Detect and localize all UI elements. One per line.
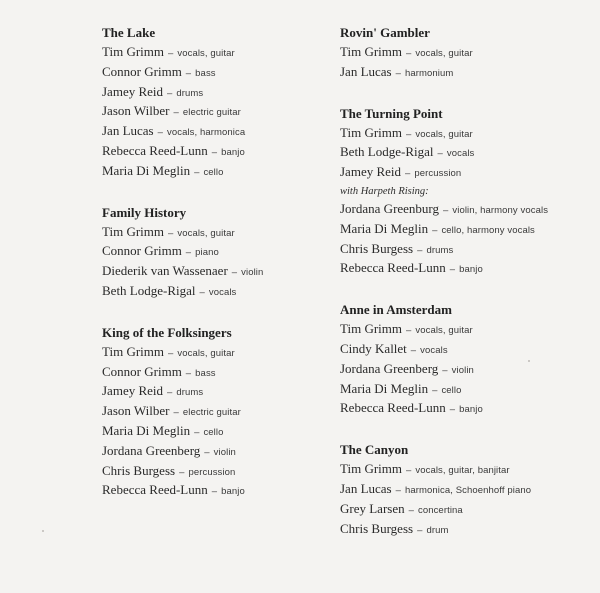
paper-speck bbox=[42, 530, 44, 532]
credit-row bbox=[340, 240, 590, 260]
musician-name: Tim Grimm bbox=[340, 124, 403, 140]
musician-name: Cindy Kallet bbox=[340, 340, 407, 356]
credit-row bbox=[102, 363, 332, 383]
track-credits-family-history bbox=[102, 204, 332, 302]
instrument-role: cello bbox=[203, 426, 224, 438]
instrument-role: piano bbox=[195, 247, 219, 259]
instrument-role: vocals, guitar bbox=[415, 325, 473, 337]
instrument-role: vocals, harmonica bbox=[166, 127, 246, 139]
instrument-role: concertina bbox=[417, 504, 463, 516]
track-credits-rovin-gambler bbox=[340, 24, 590, 83]
musician-name: Connor Grimm bbox=[102, 63, 182, 79]
dash-separator: – bbox=[395, 67, 401, 79]
instrument-role: cello bbox=[203, 166, 224, 178]
musician-name: Maria Di Meglin bbox=[102, 162, 191, 178]
dash-separator: – bbox=[405, 168, 411, 180]
instrument-role: vocals bbox=[420, 344, 448, 356]
dash-separator: – bbox=[406, 128, 412, 140]
instrument-role: percussion bbox=[414, 168, 462, 180]
dash-separator: – bbox=[185, 367, 192, 379]
credit-row bbox=[340, 63, 590, 83]
credit-row bbox=[340, 399, 590, 419]
musician-name: Jan Lucas bbox=[340, 63, 392, 79]
dash-separator: – bbox=[167, 87, 173, 99]
dash-separator: – bbox=[432, 224, 438, 236]
dash-separator: – bbox=[231, 267, 238, 279]
musician-name: Connor Grimm bbox=[102, 243, 182, 259]
track-credits-anne-in-amsterdam bbox=[340, 301, 590, 419]
dash-separator: – bbox=[194, 166, 200, 178]
credit-row bbox=[102, 223, 332, 243]
instrument-role: cello bbox=[441, 384, 462, 396]
credit-row bbox=[340, 380, 590, 400]
dash-separator: – bbox=[211, 146, 218, 158]
credit-row bbox=[340, 43, 590, 63]
musician-name: Rebecca Reed-Lunn bbox=[340, 400, 446, 416]
credit-row bbox=[340, 163, 590, 183]
instrument-role: drums bbox=[176, 387, 204, 399]
instrument-role: banjo bbox=[221, 486, 245, 498]
instrument-role: drums bbox=[426, 244, 454, 256]
track-title: Anne in Amsterdam bbox=[340, 302, 452, 318]
musician-name: Rebecca Reed-Lunn bbox=[340, 260, 446, 276]
credit-row bbox=[102, 343, 332, 363]
musician-name: Jamey Reid bbox=[102, 83, 164, 99]
musician-name: Chris Burgess bbox=[340, 520, 414, 536]
credit-row bbox=[340, 220, 590, 240]
dash-separator: – bbox=[406, 465, 412, 477]
musician-name: Connor Grimm bbox=[102, 363, 182, 379]
instrument-role: electric guitar bbox=[182, 407, 241, 419]
credit-row bbox=[340, 460, 590, 480]
credit-row bbox=[340, 340, 590, 360]
musician-name: Tim Grimm bbox=[102, 44, 165, 59]
instrument-role: electric guitar bbox=[182, 107, 241, 119]
credit-row bbox=[340, 124, 590, 144]
dash-separator: – bbox=[168, 347, 174, 359]
instrument-role: harmonica, Schoenhoff piano bbox=[404, 484, 532, 496]
musician-name: Maria Di Meglin bbox=[340, 220, 429, 236]
musician-name: Diederik van Wassenaer bbox=[102, 263, 228, 279]
musician-name: Tim Grimm bbox=[340, 321, 403, 337]
musician-name: Jamey Reid bbox=[102, 383, 164, 399]
credit-row bbox=[340, 200, 590, 220]
dash-separator: – bbox=[449, 264, 456, 276]
credit-row bbox=[340, 320, 590, 340]
credit-row bbox=[102, 262, 332, 282]
credit-row bbox=[102, 83, 332, 103]
credit-row bbox=[340, 259, 590, 279]
credit-row bbox=[102, 162, 332, 182]
credit-row bbox=[102, 382, 332, 402]
dash-separator: – bbox=[443, 204, 449, 216]
instrument-role: vocals, guitar bbox=[415, 48, 473, 59]
musician-name: Chris Burgess bbox=[102, 462, 176, 478]
dash-separator: – bbox=[442, 364, 448, 376]
instrument-role: violin, harmony vocals bbox=[452, 204, 549, 216]
instrument-role: vocals, guitar, banjitar bbox=[415, 465, 510, 477]
dash-separator: – bbox=[173, 407, 179, 419]
dash-separator: – bbox=[168, 48, 174, 59]
instrument-role: violin bbox=[241, 267, 264, 279]
credit-row bbox=[102, 43, 332, 63]
dash-separator: – bbox=[185, 247, 192, 259]
instrument-role: violin bbox=[213, 446, 236, 458]
musician-name: Jason Wilber bbox=[102, 103, 170, 119]
musician-name: Rebecca Reed-Lunn bbox=[102, 482, 208, 498]
dash-separator: – bbox=[449, 404, 456, 416]
dash-separator: – bbox=[157, 127, 163, 139]
left-column bbox=[102, 24, 332, 523]
instrument-role: violin bbox=[451, 364, 474, 376]
credit-row bbox=[340, 480, 590, 500]
musician-name: Maria Di Meglin bbox=[102, 422, 191, 438]
credit-row bbox=[102, 402, 332, 422]
group-label: with Harpeth Rising: bbox=[340, 185, 429, 197]
dash-separator: – bbox=[179, 466, 185, 478]
musician-name: Jason Wilber bbox=[102, 403, 170, 419]
dash-separator: – bbox=[395, 484, 401, 496]
musician-name: Tim Grimm bbox=[340, 461, 403, 477]
dash-separator: – bbox=[211, 486, 218, 498]
dash-separator: – bbox=[185, 67, 192, 79]
dash-separator: – bbox=[406, 325, 412, 337]
credit-row bbox=[102, 63, 332, 83]
credit-row bbox=[340, 143, 590, 163]
credit-row bbox=[102, 242, 332, 262]
track-title: The Lake bbox=[102, 25, 156, 40]
instrument-role: vocals bbox=[208, 286, 237, 298]
musician-name: Tim Grimm bbox=[102, 223, 165, 239]
credit-row bbox=[102, 142, 332, 162]
instrument-role: banjo bbox=[221, 146, 245, 158]
instrument-role: drum bbox=[426, 524, 449, 536]
instrument-role: cello, harmony vocals bbox=[441, 224, 535, 236]
credit-row bbox=[340, 360, 590, 380]
credit-row bbox=[102, 122, 332, 142]
instrument-role: percussion bbox=[188, 466, 236, 478]
instrument-role: bass bbox=[195, 367, 216, 379]
paper-speck bbox=[528, 360, 530, 362]
instrument-role: harmonium bbox=[404, 67, 454, 79]
musician-name: Maria Di Meglin bbox=[340, 380, 429, 396]
musician-name: Beth Lodge-Rigal bbox=[102, 282, 196, 298]
right-column bbox=[340, 24, 590, 561]
credit-row bbox=[102, 442, 332, 462]
track-credits-the-turning-point bbox=[340, 105, 590, 280]
dash-separator: – bbox=[408, 504, 414, 516]
dash-separator: – bbox=[417, 524, 423, 536]
credit-row bbox=[102, 422, 332, 442]
instrument-role: vocals, guitar bbox=[415, 128, 473, 140]
track-credits-the-canyon bbox=[340, 441, 590, 539]
track-credits-the-lake bbox=[102, 24, 332, 182]
musician-name: Jordana Greenberg bbox=[102, 442, 201, 458]
dash-separator: – bbox=[199, 286, 205, 298]
credit-row bbox=[102, 481, 332, 501]
instrument-role: banjo bbox=[459, 404, 483, 416]
dash-separator: – bbox=[167, 387, 173, 399]
dash-separator: – bbox=[437, 148, 443, 160]
track-title: The Canyon bbox=[340, 442, 409, 458]
musician-name: Rebecca Reed-Lunn bbox=[102, 142, 208, 158]
musician-name: Jan Lucas bbox=[340, 480, 392, 496]
dash-separator: – bbox=[432, 384, 438, 396]
instrument-role: bass bbox=[195, 67, 216, 79]
dash-separator: – bbox=[204, 446, 210, 458]
credit-row bbox=[340, 520, 590, 540]
track-credits-king-of-the-folksingers bbox=[102, 324, 332, 501]
credit-row bbox=[102, 102, 332, 122]
musician-name: Beth Lodge-Rigal bbox=[340, 144, 434, 160]
dash-separator: – bbox=[406, 48, 412, 59]
instrument-role: drums bbox=[176, 87, 204, 99]
musician-name: Jordana Greenberg bbox=[340, 360, 439, 376]
track-title: The Turning Point bbox=[340, 105, 443, 121]
musician-name: Tim Grimm bbox=[102, 343, 165, 359]
dash-separator: – bbox=[417, 244, 423, 256]
instrument-role: vocals bbox=[446, 148, 475, 160]
dash-separator: – bbox=[194, 426, 200, 438]
dash-separator: – bbox=[173, 107, 179, 119]
credit-row bbox=[340, 500, 590, 520]
dash-separator: – bbox=[410, 344, 417, 356]
musician-name: Chris Burgess bbox=[340, 240, 414, 256]
musician-name: Jordana Greenburg bbox=[340, 200, 440, 216]
instrument-role: banjo bbox=[459, 264, 483, 276]
track-title: Rovin' Gambler bbox=[340, 25, 430, 40]
track-title: Family History bbox=[102, 204, 187, 220]
instrument-role: vocals, guitar bbox=[177, 48, 235, 59]
musician-name: Grey Larsen bbox=[340, 500, 405, 516]
track-title: King of the Folksingers bbox=[102, 324, 232, 340]
musician-name: Jamey Reid bbox=[340, 164, 402, 180]
musician-name: Jan Lucas bbox=[102, 123, 154, 139]
credit-row bbox=[102, 462, 332, 482]
instrument-role: vocals, guitar bbox=[177, 347, 235, 359]
instrument-role: vocals, guitar bbox=[177, 227, 235, 239]
dash-separator: – bbox=[168, 227, 174, 239]
musician-name: Tim Grimm bbox=[340, 44, 403, 59]
credit-row bbox=[102, 282, 332, 302]
